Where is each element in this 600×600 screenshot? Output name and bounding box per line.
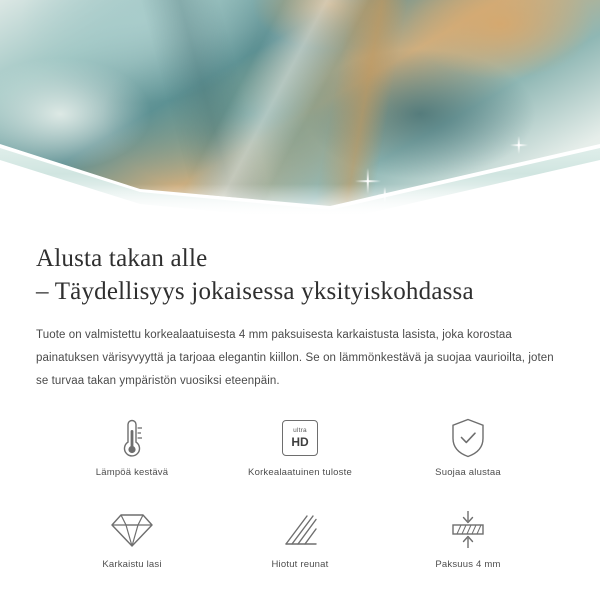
page-title (36, 242, 564, 308)
ultra-hd-top-text: ultra (293, 427, 307, 435)
feature-item-surface-protection (384, 415, 552, 497)
content-area (0, 242, 600, 589)
feature-item-heat-resistant (48, 415, 216, 497)
headline-line-2: – Täydellisyys jokaisessa yksityiskohdassa (36, 278, 474, 305)
feature-label: Paksuus 4 mm (435, 559, 501, 570)
diamond-icon (110, 507, 154, 553)
feature-grid (36, 415, 564, 589)
hero-image (0, 0, 600, 224)
feature-item-thickness (384, 507, 552, 589)
thermometer-icon (119, 415, 145, 461)
feature-label: Suojaa alustaa (435, 467, 501, 478)
hero-fade-overlay (0, 184, 600, 224)
feature-label: Karkaistu lasi (102, 559, 162, 570)
ultra-hd-bottom-text: HD (291, 434, 309, 449)
feature-item-polished-edges (216, 507, 384, 589)
headline-line-1: Alusta takan alle (36, 245, 208, 272)
description-paragraph: Tuote on valmistettu korkealaatuisesta 4 mm paksuisesta karkaistusta lasista, joka korostaa painatuksen värisyvyyttä ja tarjoaa elegantin kiillon. Se on lämmönkestävä ja suojaa vaurioilta, joten se turvaa takan ympäristön vuosiksi eteenpäin. (36, 329, 554, 387)
thickness-icon (448, 507, 488, 553)
feature-label: Lämpöä kestävä (95, 467, 169, 478)
ultra-hd-icon (282, 415, 318, 461)
feature-label: Korkealaatuinen tuloste (248, 467, 352, 478)
shield-check-icon (449, 415, 487, 461)
feature-label: Hiotut reunat (271, 559, 329, 570)
feature-item-print-quality (216, 415, 384, 497)
feature-item-tempered-glass (48, 507, 216, 589)
polished-edges-icon (283, 507, 317, 553)
